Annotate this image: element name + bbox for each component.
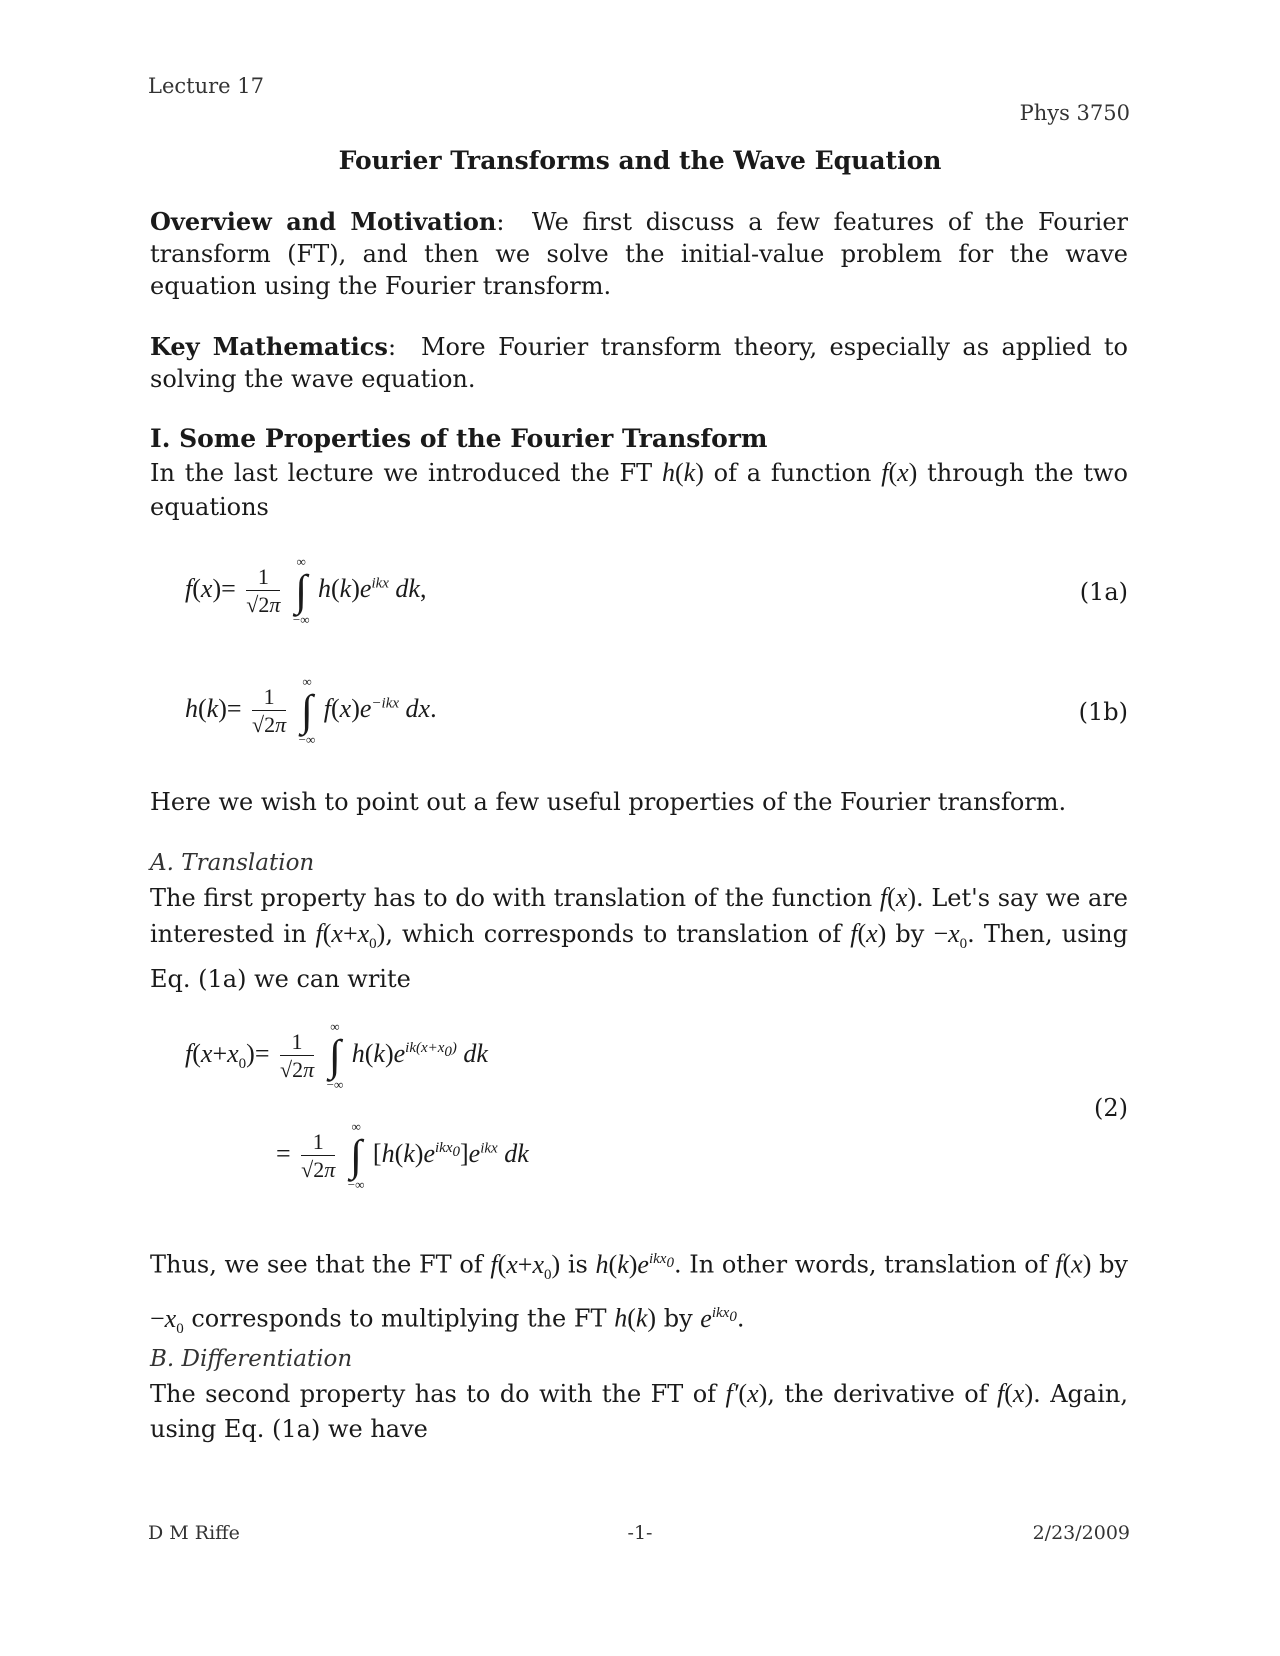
integral-sign: ∞ ∫ −∞ xyxy=(292,554,310,627)
math-h-k: h(k) xyxy=(661,458,704,487)
page-title: Fourier Transforms and the Wave Equation xyxy=(338,146,942,175)
key-math-label: Key Mathematics xyxy=(150,332,388,361)
math-f-x-plus-x0: $f(x+x_0)$ xyxy=(315,919,386,953)
key-math-paragraph: Key Mathematics: More Fourier transform theory, especially as applied to solving the wave equation. xyxy=(150,332,1128,393)
equation-2-line-2: = $\frac{1}{√2\pi}$ ∞ ∫ −∞ $[h(k)e^{ikx_0}]e^{ikx}$ dk xyxy=(276,1119,529,1192)
section-heading: I. Some Properties of the Fourier Transform xyxy=(150,424,768,453)
subsection-b-heading: B. Differentiation xyxy=(150,1346,353,1372)
integral-sign: ∞ ∫ −∞ xyxy=(347,1119,365,1192)
key-math-text: More Fourier transform theory, especially as applied to solving the wave equation. xyxy=(150,333,1128,393)
course-label: Phys 3750 xyxy=(1019,101,1130,125)
equation-number-2: (2) xyxy=(1094,1094,1128,1122)
translation-text-a: The first property has to do with translation of the function xyxy=(150,884,873,912)
math-exp-ikx0: $e^{ikx_0}$ xyxy=(700,1303,737,1333)
overview-paragraph: Overview and Motivation: We first discuss a few features of the Fourier transform (FT), and then we solve the initial-value problem for the wave equation using the Fourier transform. xyxy=(150,207,1129,300)
fraction: $\frac{1}{√2\pi}$ xyxy=(246,563,281,617)
diff-text-b: , the derivative of xyxy=(767,1380,988,1408)
math-minus-x0: $-x_0$ xyxy=(150,1303,184,1337)
conclusion-text-a: Thus, we see that the FT of xyxy=(150,1250,483,1279)
intro-text-c: through the two equations xyxy=(150,459,1128,521)
subsection-a-heading: A. Translation xyxy=(150,850,315,876)
translation-paragraph xyxy=(150,880,1128,997)
diff-text-a: The second property has to do with the FT of xyxy=(150,1380,717,1408)
math-h-k: h(k) xyxy=(614,1303,657,1333)
conclusion-text-d: by xyxy=(1099,1250,1128,1279)
math-f-x: f(x) xyxy=(1055,1249,1092,1279)
translation-text-d: by xyxy=(895,920,925,948)
math-h-k-exp: $h(k)e^{ikx_0}$ xyxy=(595,1249,674,1279)
footer-page-number: -1- xyxy=(627,1522,653,1544)
math-f-x: f(x) xyxy=(850,919,887,948)
integral-sign: ∞ ∫ −∞ xyxy=(326,1019,344,1092)
translation-text-c: , which corresponds to translation of xyxy=(385,920,842,948)
diff-text-c: . Again, using Eq. (1a) we have xyxy=(150,1380,1128,1443)
integral-sign: ∞ ∫ −∞ xyxy=(298,674,316,747)
section-intro xyxy=(150,456,1128,524)
translation-text-e: . Then, using Eq. (1a) we can write xyxy=(150,920,1128,994)
conclusion-text-e: corresponds to multiplying the FT xyxy=(191,1304,607,1333)
math-f-prime-x: f′(x) xyxy=(725,1379,768,1408)
equation-1a: f(x)= $\frac{1}{√2\pi}$ ∞ ∫ −∞ $h(k)e^{ikx}$ dk, xyxy=(185,554,427,627)
math-f-x: f(x) xyxy=(997,1379,1034,1408)
differentiation-paragraph xyxy=(150,1376,1128,1447)
translation-conclusion: Thus, we see that the FT of $f(x+x_0)$ is $h(k)e^{ikx_0}$. In other words, translation of f(x) by $-x_0$ corresponds to multiplying the FT h(k) by $e^{ikx_0}$. xyxy=(150,1249,1128,1337)
equation-1b: h(k)= $\frac{1}{√2\pi}$ ∞ ∫ −∞ $f(x)e^{-ikx}$ dx. xyxy=(185,674,437,747)
math-f-x-plus-x0: $f(x+x_0)$ xyxy=(490,1249,561,1283)
equation-number-1b: (1b) xyxy=(1078,698,1128,726)
equation-2-line-1: $f(x+x_0)=$ $\frac{1}{√2\pi}$ ∞ ∫ −∞ $h(k)e^{ik(x+x_0)}$ dk xyxy=(185,1019,488,1092)
footer-date: 2/23/2009 xyxy=(1032,1522,1130,1544)
math-minus-x0: $-x_0$ xyxy=(933,919,968,953)
properties-intro: Here we wish to point out a few useful properties of the Fourier transform. xyxy=(150,788,1067,816)
math-f-x: f(x) xyxy=(881,458,918,487)
footer-author: D M Riffe xyxy=(148,1522,240,1544)
equation-number-1a: (1a) xyxy=(1079,578,1128,606)
conclusion-text-c: . In other words, translation of xyxy=(673,1250,1048,1279)
overview-text: We first discuss a few features of the Fourier transform (FT), and then we solve the initial-value problem for the wave equation using the Fourier transform. xyxy=(150,208,1129,300)
translation-text-b: . Let's say we are interested in xyxy=(150,884,1128,948)
fraction: $\frac{1}{√2\pi}$ xyxy=(252,683,287,737)
intro-text-a: In the last lecture we introduced the FT xyxy=(150,459,653,487)
conclusion-text-b: is xyxy=(567,1250,588,1279)
intro-text-b: of a function xyxy=(713,459,872,487)
overview-label: Overview and Motivation xyxy=(150,207,497,236)
math-f-x: f(x) xyxy=(879,883,917,912)
fraction: $\frac{1}{√2\pi}$ xyxy=(280,1028,315,1082)
lecture-label: Lecture 17 xyxy=(148,74,264,98)
conclusion-text-f: by xyxy=(663,1304,693,1333)
fraction: $\frac{1}{√2\pi}$ xyxy=(301,1128,336,1182)
